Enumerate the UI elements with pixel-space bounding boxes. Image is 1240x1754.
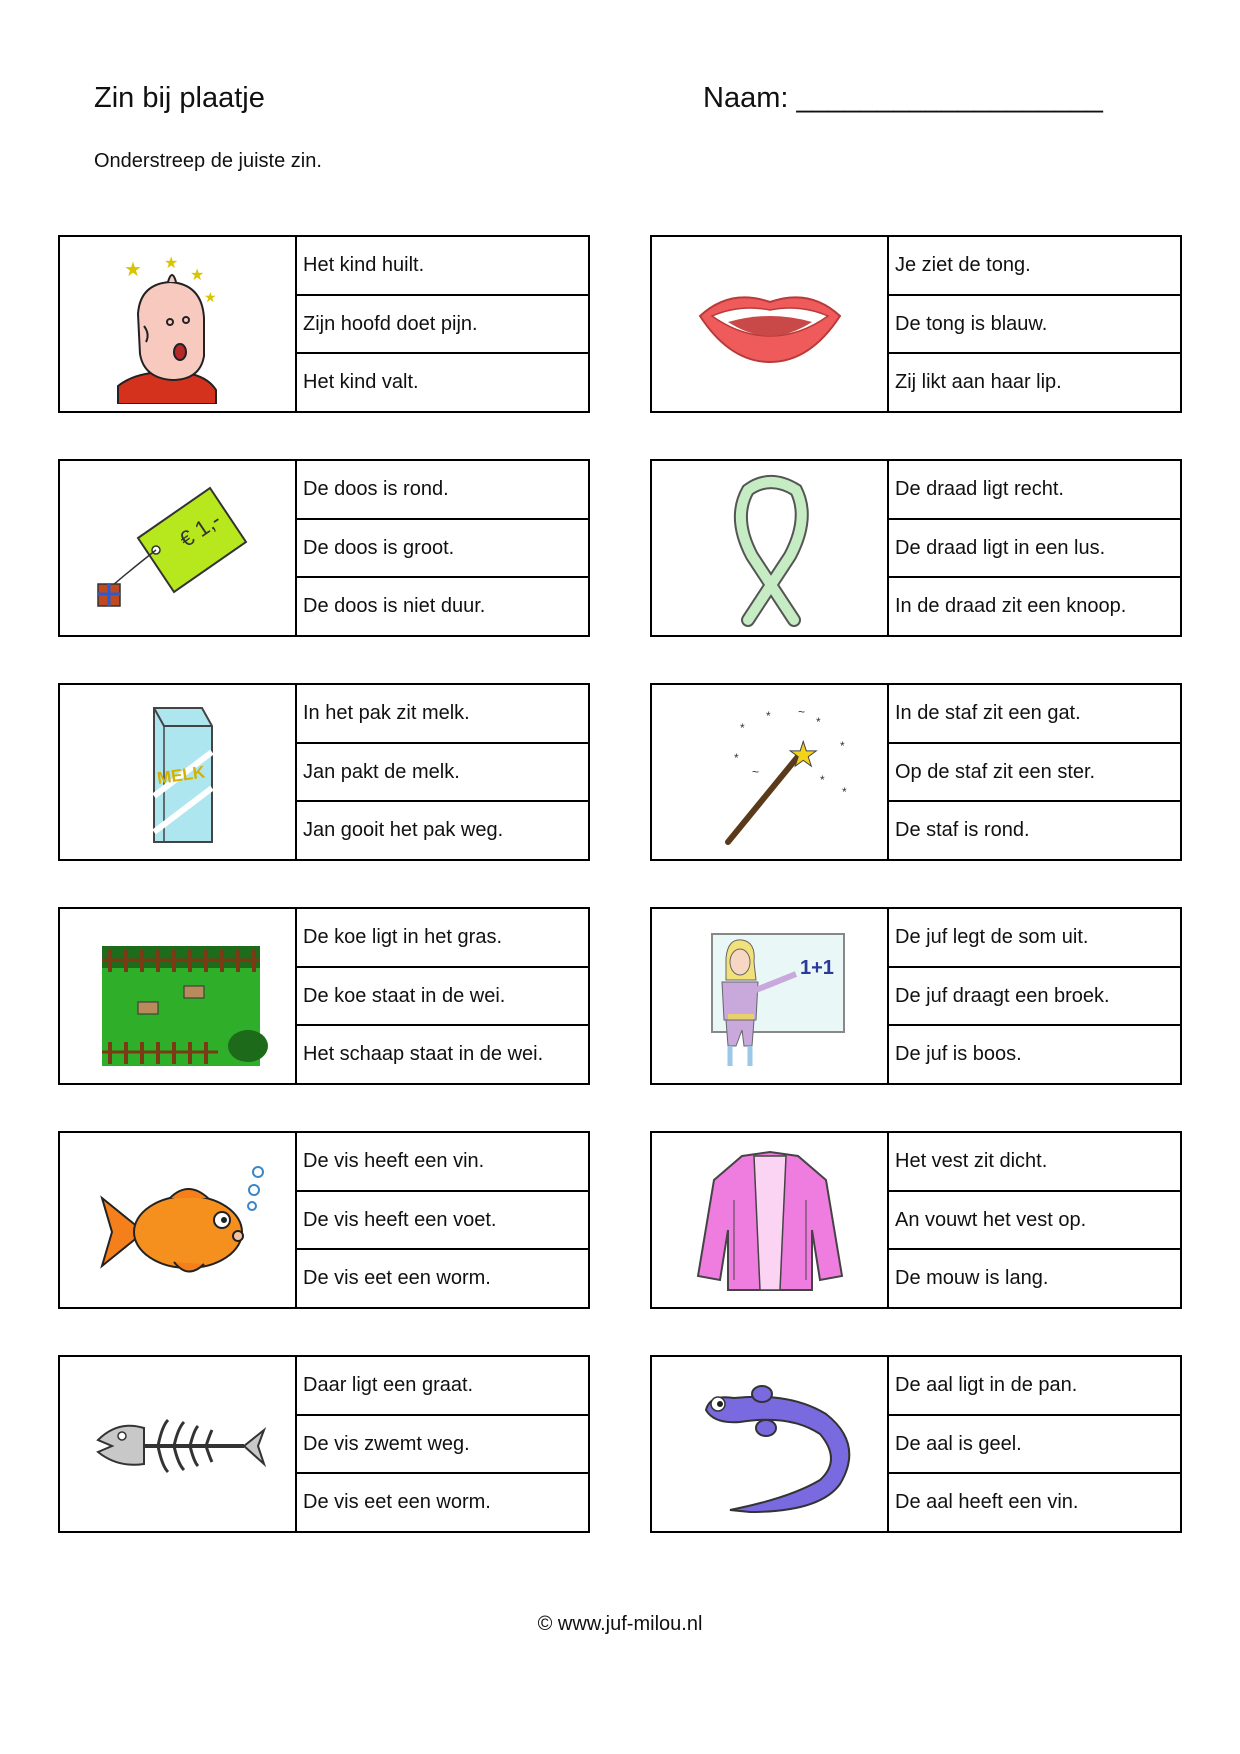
- exercise-card: [58, 683, 590, 861]
- svg-text:~: ~: [751, 765, 759, 779]
- svg-text:*: *: [739, 721, 745, 735]
- magic-wand-icon: [670, 692, 870, 852]
- sentence-option[interactable]: An vouwt het vest op.: [889, 1190, 1180, 1249]
- sentence-option[interactable]: De tong is blauw.: [889, 294, 1180, 353]
- svg-text:★: ★: [163, 255, 178, 272]
- sentence-option[interactable]: Op de staf zit een ster.: [889, 742, 1180, 801]
- sentence-option[interactable]: De vis eet een worm.: [297, 1248, 588, 1307]
- exercise-card: [650, 1355, 1182, 1533]
- footer-copyright: © www.juf-milou.nl: [537, 1613, 703, 1635]
- exercise-card: [58, 235, 590, 413]
- sentence-option[interactable]: De juf legt de som uit.: [895, 925, 1089, 948]
- exercise-card: [650, 1131, 1182, 1309]
- sentence-option[interactable]: Daar ligt een graat.: [303, 1373, 474, 1396]
- name-field-label: Naam: ___________________: [703, 82, 1103, 114]
- picture-cell: [60, 1133, 297, 1307]
- sentence-option[interactable]: De koe ligt in het gras.: [303, 925, 502, 948]
- sentence-option[interactable]: De vis heeft een vin.: [303, 1149, 485, 1172]
- sentence-option[interactable]: In de staf zit een gat.: [895, 701, 1081, 724]
- picture-cell: [652, 909, 889, 1083]
- sentence-option[interactable]: De vis heeft een voet.: [297, 1190, 588, 1249]
- sentence-option[interactable]: De doos is groot.: [297, 518, 588, 577]
- svg-text:*: *: [839, 739, 845, 753]
- dizzy-child-icon: [78, 244, 278, 404]
- carton-text: MELK: [155, 762, 206, 788]
- picture-cell: [652, 237, 889, 411]
- sentence-option[interactable]: Het kind valt.: [297, 352, 588, 411]
- svg-text:*: *: [765, 709, 771, 723]
- sentence-option[interactable]: Het schaap staat in de wei.: [297, 1024, 588, 1083]
- picture-cell: [652, 1357, 889, 1531]
- sentence-option[interactable]: De mouw is lang.: [889, 1248, 1180, 1307]
- meadow-cows-icon: [78, 916, 278, 1076]
- sentence-option[interactable]: Jan pakt de melk.: [297, 742, 588, 801]
- picture-cell: [60, 237, 297, 411]
- svg-text:★: ★: [787, 736, 818, 774]
- exercise-card: [650, 683, 1182, 861]
- exercise-card: [650, 459, 1182, 637]
- tag-text: € 1,-: [174, 506, 225, 553]
- sentence-option[interactable]: De doos is niet duur.: [297, 576, 588, 635]
- sentence-option[interactable]: De juf draagt een broek.: [889, 966, 1180, 1025]
- sentence-option[interactable]: In de draad zit een knoop.: [889, 576, 1180, 635]
- instruction-text: Onderstreep de juiste zin.: [94, 150, 322, 172]
- picture-cell: [60, 685, 297, 859]
- worksheet-title: Zin bij plaatje: [94, 82, 265, 114]
- picture-cell: [652, 685, 889, 859]
- svg-text:★: ★: [189, 267, 204, 284]
- sentence-option[interactable]: De vis zwemt weg.: [297, 1414, 588, 1473]
- exercise-card: [58, 1131, 590, 1309]
- picture-cell: [60, 461, 297, 635]
- exercise-card: [58, 459, 590, 637]
- board-text: 1+1: [799, 957, 834, 979]
- svg-text:~: ~: [797, 705, 805, 719]
- picture-cell: [652, 461, 889, 635]
- price-tag-icon: [78, 468, 278, 628]
- exercise-card: [58, 1355, 590, 1533]
- exercise-card: [650, 907, 1182, 1085]
- milk-carton-icon: [78, 692, 278, 852]
- sentence-option[interactable]: De aal ligt in de pan.: [895, 1373, 1078, 1396]
- sentence-option[interactable]: In het pak zit melk.: [303, 701, 470, 724]
- picture-cell: [60, 909, 297, 1083]
- pink-cardigan-icon: [670, 1140, 870, 1300]
- sentence-option[interactable]: De aal heeft een vin.: [889, 1472, 1180, 1531]
- picture-cell: [652, 1133, 889, 1307]
- fish-skeleton-icon: [78, 1364, 278, 1524]
- svg-text:*: *: [841, 785, 847, 799]
- svg-text:★: ★: [123, 259, 142, 281]
- lips-icon: [670, 244, 870, 404]
- sentence-option[interactable]: De doos is rond.: [303, 477, 449, 500]
- ribbon-loop-icon: [670, 468, 870, 628]
- picture-cell: [60, 1357, 297, 1531]
- sentence-option[interactable]: Het vest zit dicht.: [895, 1149, 1048, 1172]
- sentence-option[interactable]: Je ziet de tong.: [895, 253, 1031, 276]
- teacher-board-icon: [670, 916, 870, 1076]
- sentence-option[interactable]: De draad ligt recht.: [895, 477, 1064, 500]
- sentence-option[interactable]: De draad ligt in een lus.: [889, 518, 1180, 577]
- exercise-card: [58, 907, 590, 1085]
- svg-text:*: *: [733, 751, 739, 765]
- sentence-option[interactable]: De aal is geel.: [889, 1414, 1180, 1473]
- sentence-option[interactable]: Zij likt aan haar lip.: [889, 352, 1180, 411]
- sentence-option[interactable]: De juf is boos.: [889, 1024, 1180, 1083]
- sentence-option[interactable]: Zijn hoofd doet pijn.: [297, 294, 588, 353]
- exercise-card: [650, 235, 1182, 413]
- svg-text:*: *: [815, 715, 821, 729]
- svg-text:*: *: [819, 773, 825, 787]
- sentence-option[interactable]: Het kind huilt.: [303, 253, 425, 276]
- sentence-option[interactable]: De vis eet een worm.: [297, 1472, 588, 1531]
- sentence-option[interactable]: De koe staat in de wei.: [297, 966, 588, 1025]
- svg-text:★: ★: [203, 289, 217, 305]
- sentence-option[interactable]: De staf is rond.: [889, 800, 1180, 859]
- eel-icon: [670, 1364, 870, 1524]
- sentence-option[interactable]: Jan gooit het pak weg.: [297, 800, 588, 859]
- goldfish-icon: [78, 1140, 278, 1300]
